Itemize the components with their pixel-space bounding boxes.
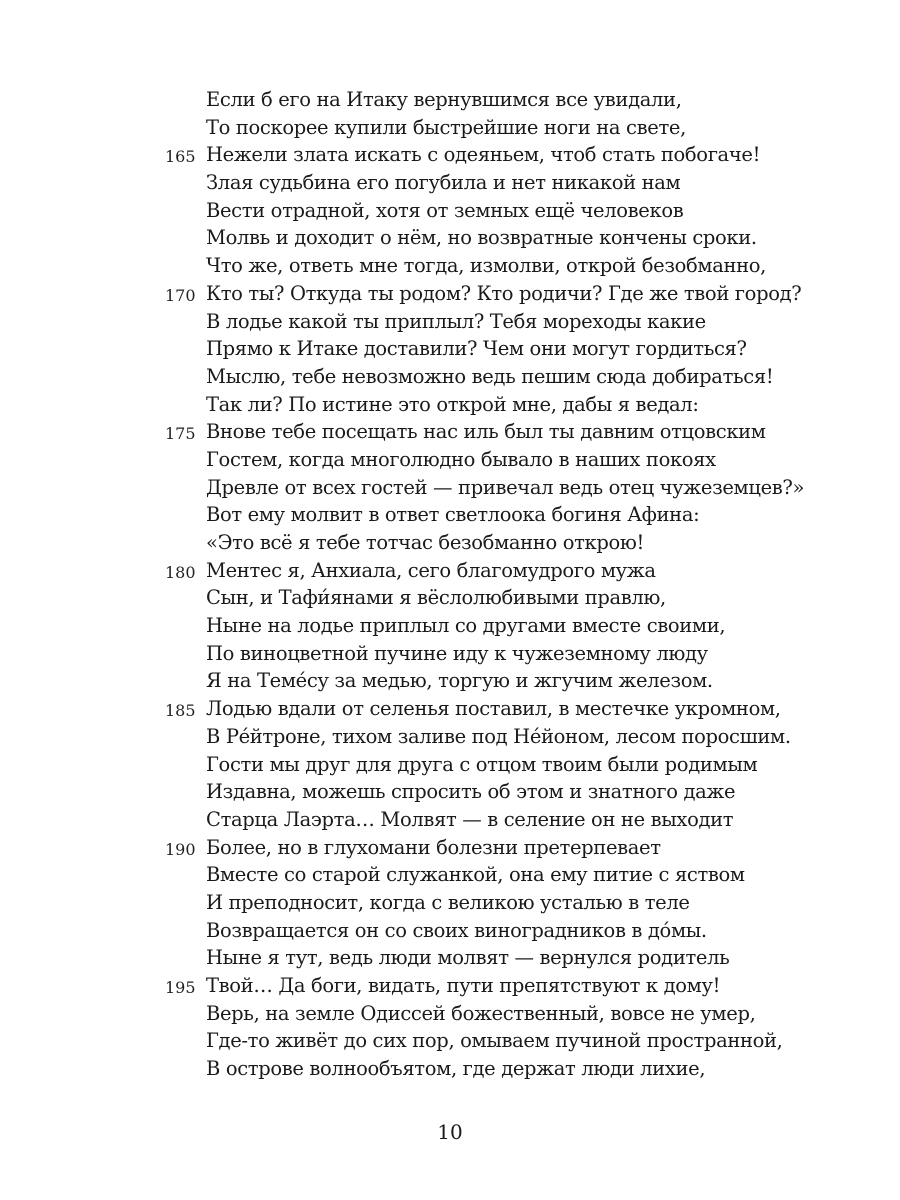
verse-text: Так ли? По истине это открой мне, дабы я ведал: xyxy=(206,392,699,416)
verse-line xyxy=(0,944,900,972)
verse-text: Твой… Да боги, видать, пути препятствуют к дому! xyxy=(206,974,721,997)
verse-text: Древле от всех гостей — привечал ведь отец чужеземцев?» xyxy=(206,475,805,499)
verse-line xyxy=(0,335,900,363)
verse-line xyxy=(0,667,900,695)
verse-text: Мыслю, тебе невозможно ведь пешим сюда добираться! xyxy=(206,364,774,388)
verse-text: В Ре́йтроне, тихом заливе под Не́йоном, лесом поросшим. xyxy=(206,724,791,748)
verse-text: Вести отрадной, хотя от земных ещё человеков xyxy=(206,198,684,222)
line-number: 175 xyxy=(165,424,196,444)
verse-line xyxy=(0,1055,900,1083)
page-number: 10 xyxy=(437,1120,463,1144)
verse-line xyxy=(0,640,900,668)
verse-line xyxy=(0,501,900,529)
verse-text: Внове тебе посещать нас иль был ты давним отцовским xyxy=(206,420,766,444)
verse-line xyxy=(0,474,900,502)
verse-line xyxy=(0,224,900,252)
poem-text xyxy=(0,86,900,1083)
verse-line xyxy=(0,834,900,862)
verse-line xyxy=(0,861,900,889)
verse-text: Возвращается он со своих виноградников в до́мы. xyxy=(206,918,707,942)
verse-text: В острове волнообъятом, где держат люди лихие, xyxy=(206,1057,706,1081)
verse-text: Гостем, когда многолюдно бывало в наших покоях xyxy=(206,447,716,471)
verse-text: Где-то живёт до сих пор, омываем пучиной пространной, xyxy=(206,1029,783,1053)
line-number: 195 xyxy=(165,978,196,997)
verse-text: Ныне я тут, ведь люди молвят — вернулся родитель xyxy=(206,946,730,970)
verse-line xyxy=(0,86,900,114)
verse-line xyxy=(0,280,900,308)
verse-line xyxy=(0,584,900,612)
verse-line xyxy=(0,197,900,225)
verse-line xyxy=(0,917,900,945)
line-number: 180 xyxy=(165,562,196,582)
verse-line xyxy=(0,169,900,197)
verse-text: Злая судьбина его погубила и нет никакой нам xyxy=(206,171,681,195)
verse-text: Ныне на лодье приплыл со другами вместе своими, xyxy=(206,614,726,638)
verse-line xyxy=(0,557,900,585)
line-number: 170 xyxy=(165,285,196,305)
verse-line xyxy=(0,308,900,336)
verse-line xyxy=(0,972,900,1000)
verse-text: Ментес я, Анхиала, сего благомудрого мужа xyxy=(206,558,656,582)
verse-line xyxy=(0,141,900,169)
verse-line xyxy=(0,612,900,640)
verse-text: Более, но в глухомани болезни претерпевает xyxy=(206,835,661,859)
verse-line xyxy=(0,363,900,391)
verse-text: Старца Лаэрта… Молвят — в селение он не выходит xyxy=(206,807,734,831)
verse-line xyxy=(0,751,900,779)
verse-line xyxy=(0,529,900,557)
verse-text: Вот ему молвит в ответ светлоока богиня Афина: xyxy=(206,503,700,527)
verse-text: По виноцветной пучине иду к чужеземному люду xyxy=(206,641,708,665)
verse-line xyxy=(0,778,900,806)
verse-line xyxy=(0,695,900,723)
line-number: 185 xyxy=(165,701,196,721)
verse-line xyxy=(0,114,900,142)
verse-text: То поскорее купили быстрейшие ноги на свете, xyxy=(206,115,686,139)
verse-line xyxy=(0,446,900,474)
verse-line xyxy=(0,391,900,419)
verse-text: Я на Теме́су за медью, торгую и жгучим железом. xyxy=(206,669,713,693)
verse-line xyxy=(0,806,900,834)
verse-text: Если б его на Итаку вернувшимся все увидали, xyxy=(206,88,682,111)
verse-text: И преподносит, когда с великою усталью в теле xyxy=(206,890,690,914)
verse-text: Гости мы друг для друга с отцом твоим были родимым xyxy=(206,752,758,776)
verse-text: Верь, на земле Одиссей божественный, вовсе не умер, xyxy=(206,1001,756,1025)
verse-line xyxy=(0,1027,900,1055)
verse-line xyxy=(0,252,900,280)
verse-text: В лодье какой ты приплыл? Тебя мореходы какие xyxy=(206,309,706,333)
verse-text: Нежели злата искать с одеяньем, чтоб стать побогаче! xyxy=(206,143,761,167)
verse-text: Молвь и доходит о нём, но возвратные кончены сроки. xyxy=(206,226,757,250)
verse-line xyxy=(0,1000,900,1028)
verse-text: Вместе со старой служанкой, она ему питие с яством xyxy=(206,863,745,887)
verse-line xyxy=(0,418,900,446)
verse-line xyxy=(0,723,900,751)
verse-text: Издавна, можешь спросить об этом и знатного даже xyxy=(206,780,736,804)
line-number: 190 xyxy=(165,839,196,859)
line-number: 165 xyxy=(165,147,196,167)
verse-text: Прямо к Итаке доставили? Чем они могут гордиться? xyxy=(206,337,747,361)
verse-text: Лодью вдали от селенья поставил, в местечке укромном, xyxy=(206,697,781,721)
verse-line xyxy=(0,889,900,917)
verse-text: Кто ты? Откуда ты родом? Кто родичи? Где же твой город? xyxy=(206,281,802,305)
verse-text: Что же, ответь мне тогда, измолви, открой безобманно, xyxy=(206,254,767,278)
verse-text: «Это всё я тебе тотчас безобманно открою! xyxy=(206,531,644,554)
verse-text: Сын, и Тафи́янами я вёслолюбивыми правлю, xyxy=(206,586,666,610)
